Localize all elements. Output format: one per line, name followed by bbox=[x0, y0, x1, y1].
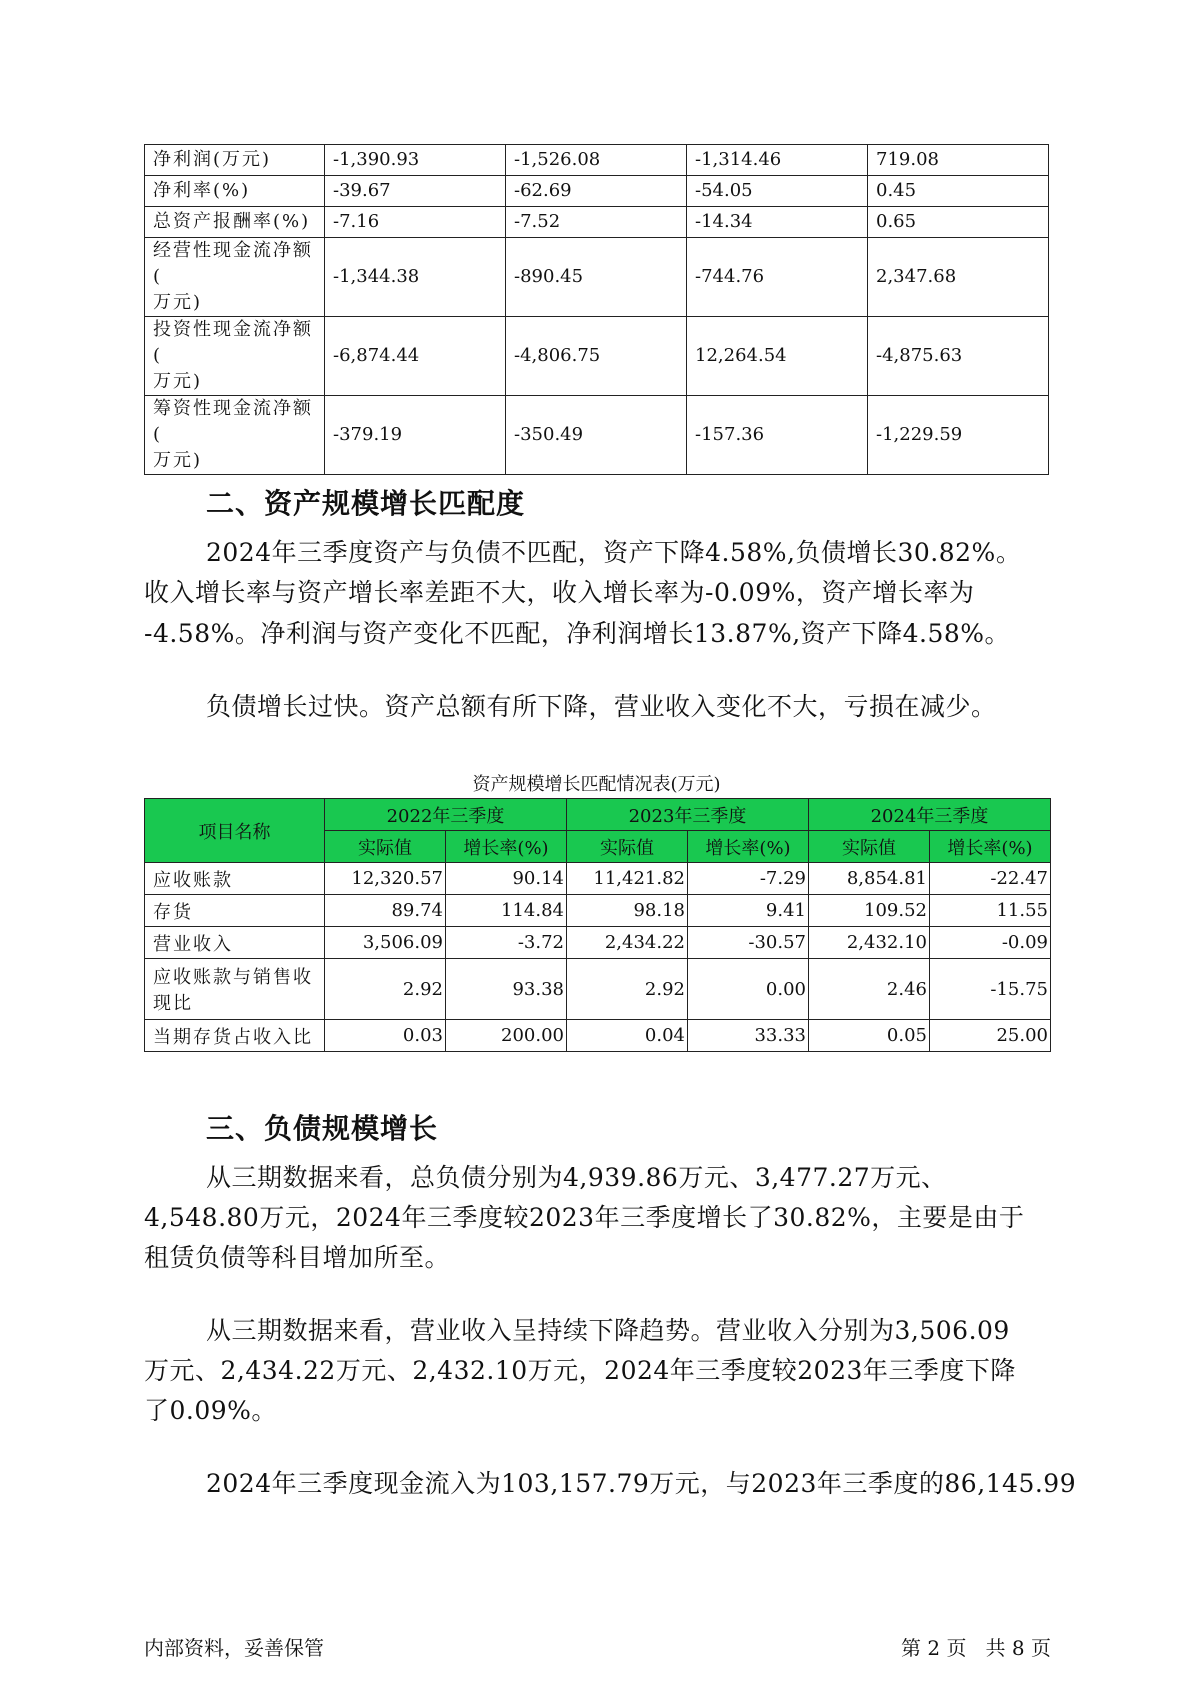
cell-value: -22.47 bbox=[930, 863, 1051, 895]
row-label: 存货 bbox=[145, 895, 325, 927]
paragraph-line: 从三期数据来看，营业收入呈持续下降趋势。营业收入分别为3,506.09 bbox=[206, 1316, 1010, 1345]
cell-value: 114.84 bbox=[446, 895, 567, 927]
cell-value: 0.03 bbox=[325, 1020, 446, 1052]
subheader-actual: 实际值 bbox=[809, 831, 930, 863]
paragraph-line: 从三期数据来看，总负债分别为4,939.86万元、3,477.27万元、 bbox=[206, 1163, 947, 1192]
cell-value: 93.38 bbox=[446, 959, 567, 1020]
cell-value: 11,421.82 bbox=[567, 863, 688, 895]
row-label-line2: 万元) bbox=[153, 450, 203, 471]
paragraph-line: 租赁负债等科目增加所至。 bbox=[144, 1243, 451, 1272]
cell-value: -1,314.46 bbox=[687, 145, 868, 176]
period-header: 2022年三季度 bbox=[325, 799, 567, 831]
cell-value: 12,320.57 bbox=[325, 863, 446, 895]
cell-value: 12,264.54 bbox=[687, 317, 868, 396]
section-heading: 三、负债规模增长 bbox=[206, 1112, 439, 1145]
row-label: 净利率(%) bbox=[145, 176, 325, 207]
row-label-line1: 投资性现金流净额( bbox=[153, 319, 313, 366]
table-caption: 资产规模增长匹配情况表(万元) bbox=[472, 774, 721, 795]
item-header: 项目名称 bbox=[145, 799, 325, 863]
cell-value: 2.92 bbox=[567, 959, 688, 1020]
paragraph-line: 2024年三季度现金流入为103,157.79万元，与2023年三季度的86,145.99 bbox=[206, 1469, 1077, 1498]
row-label bbox=[145, 396, 325, 475]
paragraph-line: 了0.09%。 bbox=[144, 1396, 277, 1425]
cell-value: -1,526.08 bbox=[506, 145, 687, 176]
table-row bbox=[145, 959, 1051, 1020]
table-row bbox=[145, 317, 1049, 396]
cell-value: 89.74 bbox=[325, 895, 446, 927]
row-label-line1: 筹资性现金流净额( bbox=[153, 398, 313, 445]
asset-growth-table bbox=[144, 798, 1051, 1052]
cell-value: 0.05 bbox=[809, 1020, 930, 1052]
cell-value: -6,874.44 bbox=[325, 317, 506, 396]
cell-value: 109.52 bbox=[809, 895, 930, 927]
header-row bbox=[145, 799, 1051, 831]
row-label-line2: 现比 bbox=[153, 993, 193, 1014]
cell-value: 719.08 bbox=[868, 145, 1049, 176]
cell-value: 2,434.22 bbox=[567, 927, 688, 959]
subheader-growth: 增长率(%) bbox=[446, 831, 567, 863]
row-label-line1: 应收账款与销售收 bbox=[153, 967, 313, 988]
subheader-actual: 实际值 bbox=[567, 831, 688, 863]
cell-value: 200.00 bbox=[446, 1020, 567, 1052]
cell-value: 33.33 bbox=[688, 1020, 809, 1052]
row-label: 营业收入 bbox=[145, 927, 325, 959]
cell-value: -14.34 bbox=[687, 207, 868, 238]
row-label-line2: 万元) bbox=[153, 371, 203, 392]
cell-value: 11.55 bbox=[930, 895, 1051, 927]
cell-value: 25.00 bbox=[930, 1020, 1051, 1052]
cell-value: 9.41 bbox=[688, 895, 809, 927]
row-label-line1: 经营性现金流净额( bbox=[153, 240, 313, 287]
cell-value: -7.52 bbox=[506, 207, 687, 238]
footer-confidential: 内部资料，妥善保管 bbox=[144, 1636, 324, 1660]
cell-value: 3,506.09 bbox=[325, 927, 446, 959]
table-row bbox=[145, 396, 1049, 475]
cell-value: -744.76 bbox=[687, 238, 868, 317]
row-label-line2: 万元) bbox=[153, 292, 203, 313]
row-label: 当期存货占收入比 bbox=[145, 1020, 325, 1052]
cell-value: -4,875.63 bbox=[868, 317, 1049, 396]
row-label: 总资产报酬率(%) bbox=[145, 207, 325, 238]
cell-value: -30.57 bbox=[688, 927, 809, 959]
row-label: 应收账款 bbox=[145, 863, 325, 895]
paragraph-line: 4,548.80万元，2024年三季度较2023年三季度增长了30.82%，主要是由于 bbox=[144, 1203, 1025, 1232]
cell-value: -3.72 bbox=[446, 927, 567, 959]
row-label: 净利润(万元) bbox=[145, 145, 325, 176]
cell-value: -4,806.75 bbox=[506, 317, 687, 396]
paragraph-line: 万元、2,434.22万元、2,432.10万元，2024年三季度较2023年三季度下降 bbox=[144, 1356, 1016, 1385]
cell-value: -157.36 bbox=[687, 396, 868, 475]
row-label bbox=[145, 317, 325, 396]
paragraph: 负债增长过快。资产总额有所下降，营业收入变化不大，亏损在减少。 bbox=[206, 692, 997, 721]
cell-value: 2.92 bbox=[325, 959, 446, 1020]
cell-value: 2.46 bbox=[809, 959, 930, 1020]
table-row bbox=[145, 238, 1049, 317]
table-row bbox=[145, 207, 1049, 238]
period-header: 2023年三季度 bbox=[567, 799, 809, 831]
footer-page-number: 第 2 页 共 8 页 bbox=[901, 1636, 1051, 1660]
cell-value: -54.05 bbox=[687, 176, 868, 207]
financial-metrics-table bbox=[144, 144, 1049, 475]
cell-value: -379.19 bbox=[325, 396, 506, 475]
cell-value: 8,854.81 bbox=[809, 863, 930, 895]
cell-value: 0.65 bbox=[868, 207, 1049, 238]
cell-value: -15.75 bbox=[930, 959, 1051, 1020]
table-row bbox=[145, 927, 1051, 959]
row-label bbox=[145, 238, 325, 317]
subheader-actual: 实际值 bbox=[325, 831, 446, 863]
cell-value: -1,344.38 bbox=[325, 238, 506, 317]
table-row bbox=[145, 1020, 1051, 1052]
subheader-growth: 增长率(%) bbox=[688, 831, 809, 863]
cell-value: 0.04 bbox=[567, 1020, 688, 1052]
cell-value: -7.29 bbox=[688, 863, 809, 895]
cell-value: -7.16 bbox=[325, 207, 506, 238]
table-row bbox=[145, 863, 1051, 895]
cell-value: -62.69 bbox=[506, 176, 687, 207]
period-header: 2024年三季度 bbox=[809, 799, 1051, 831]
subheader-growth: 增长率(%) bbox=[930, 831, 1051, 863]
table-row bbox=[145, 895, 1051, 927]
cell-value: 2,347.68 bbox=[868, 238, 1049, 317]
paragraph-line: 2024年三季度资产与负债不匹配，资产下降4.58%,负债增长30.82%。 bbox=[206, 538, 1022, 567]
cell-value: -890.45 bbox=[506, 238, 687, 317]
paragraph-line: -4.58%。净利润与资产变化不匹配，净利润增长13.87%,资产下降4.58%。 bbox=[144, 619, 1011, 648]
cell-value: 98.18 bbox=[567, 895, 688, 927]
paragraph-line: 收入增长率与资产增长率差距不大，收入增长率为-0.09%，资产增长率为 bbox=[144, 578, 975, 607]
cell-value: -0.09 bbox=[930, 927, 1051, 959]
cell-value: 2,432.10 bbox=[809, 927, 930, 959]
table-row bbox=[145, 145, 1049, 176]
row-label bbox=[145, 959, 325, 1020]
section-heading: 二、资产规模增长匹配度 bbox=[206, 487, 526, 520]
table-row bbox=[145, 176, 1049, 207]
cell-value: 0.45 bbox=[868, 176, 1049, 207]
cell-value: -1,229.59 bbox=[868, 396, 1049, 475]
cell-value: -350.49 bbox=[506, 396, 687, 475]
cell-value: -39.67 bbox=[325, 176, 506, 207]
cell-value: 0.00 bbox=[688, 959, 809, 1020]
cell-value: 90.14 bbox=[446, 863, 567, 895]
cell-value: -1,390.93 bbox=[325, 145, 506, 176]
